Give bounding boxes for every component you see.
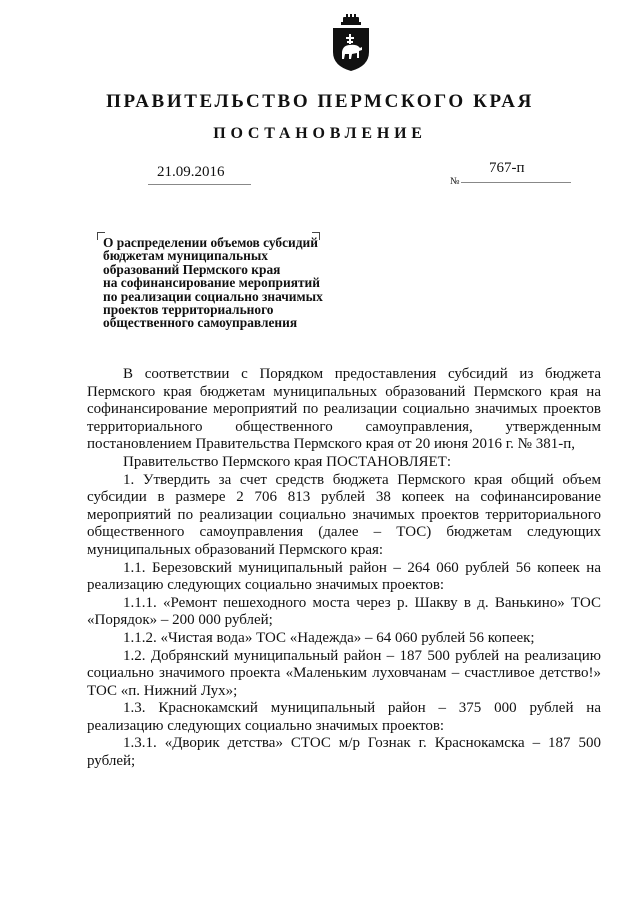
subject-line: О распределении объемов субсидий (103, 235, 318, 250)
subject-line: бюджетам муниципальных (103, 248, 268, 264)
subject-line: общественного самоуправления (103, 315, 298, 331)
body-paragraph: 1.2. Добрянский муниципальный район – 187 500 рублей на реализацию социально значимого проекта «Маленьким луховчанам – счастливое детство!» ТОС «п. Нижний Лух»; (87, 647, 601, 699)
government-title: ПРАВИТЕЛЬСТВО ПЕРМСКОГО КРАЯ (106, 91, 534, 112)
date-underline (148, 184, 251, 185)
body-paragraph: 1.3.1. «Дворик детства» СТОС м/р Гознак г. Краснокамска – 187 500 рублей; (87, 735, 601, 770)
number-underline (461, 182, 571, 183)
document-body (87, 366, 601, 771)
document-date: 21.09.2016 (157, 164, 225, 180)
subject-line: по реализации социально значимых (103, 288, 323, 304)
document-type: ПОСТАНОВЛЕНИЕ (213, 125, 427, 142)
perm-krai-coat-of-arms-icon (331, 14, 371, 72)
body-paragraph: Правительство Пермского края ПОСТАНОВЛЯЕТ: (123, 453, 452, 470)
body-paragraph: В соответствии с Порядком предоставления субсидий из бюджета Пермского края бюджетам муниципальных образований Пермского края на софинансирование мероприятий по реализации социально значимых проектов территориального общественного самоуправления, утвержденным постановлением Правительства Пермского края от 20 июня 2016 г. № 381-п, (87, 366, 601, 453)
document-number: 767-п (489, 160, 525, 176)
body-paragraph: 1.3. Краснокамский муниципальный район – 375 000 рублей на реализацию следующих социально значимых проектов: (87, 700, 601, 734)
body-paragraph: 1.1.2. «Чистая вода» ТОС «Надежда» – 64 060 рублей 56 копеек; (123, 629, 535, 646)
body-paragraph: 1.1. Березовский муниципальный район – 264 060 рублей 56 копеек на реализацию следующих социально значимых проектов: (87, 559, 601, 594)
subject-line: образований Пермского края (103, 261, 281, 277)
number-sign: № (450, 176, 460, 187)
document-subject (103, 236, 373, 330)
body-paragraph: 1. Утвердить за счет средств бюджета Пермского края общий объем субсидии в размере 2 706 813 рублей 38 копеек на софинансирование мероприятий по реализации социально значимых проектов территориального общественного самоуправления (далее – ТОС) бюджетам следующих муниципальных образований Пермского края: (87, 471, 601, 558)
subject-line: проектов территориального (103, 302, 274, 318)
subject-line: на софинансирование мероприятий (103, 275, 320, 291)
body-paragraph: 1.1.1. «Ремонт пешеходного моста через р. Шакву в д. Ванькино» ТОС «Порядок» – 200 000 рублей; (87, 594, 601, 629)
